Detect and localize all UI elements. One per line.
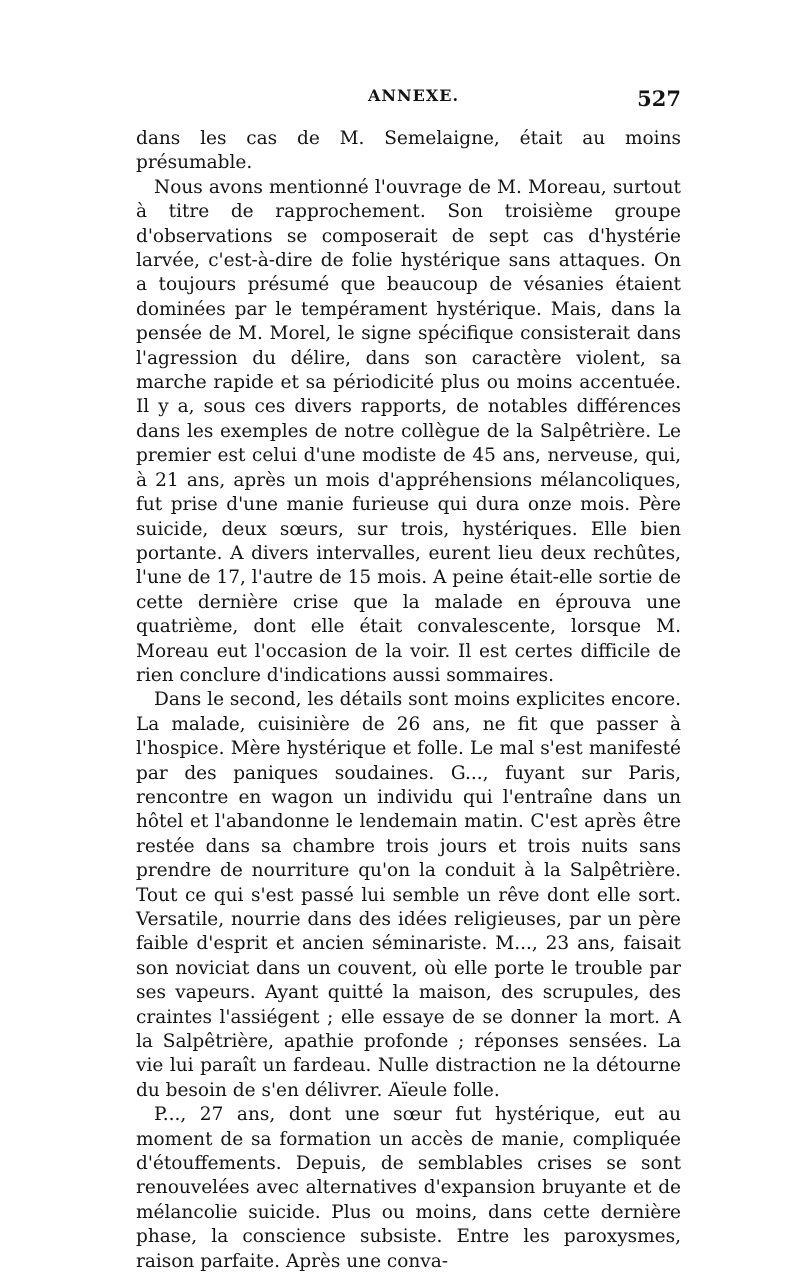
paragraph-continuation: dans les cas de M. Semelaigne, était au moins présumable.: [136, 128, 681, 174]
paragraph-second-case: Dans le second, les détails sont moins explicites encore. La malade, cuisinière de 26 ans, ne fit que passer à l'hospice. Mère hystérique et folle. Le mal s'est manifesté par des paniques soudaines. G..., fuyant sur Paris, rencontre en wagon un individu qui l'entraîne dans un hôtel et l'abandonne le lendemain matin. C'est après être restée dans sa chambre trois jours et trois nuits sans prendre de nourriture qu'on la conduit à la Salpêtrière. Tout ce qui s'est passé lui semble un rêve dont elle sort. Versatile, nourrie dans des idées religieuses, par un père faible d'esprit et ancien séminariste. M..., 23 ans, faisait son noviciat dans un couvent, où elle porte le trouble par ses vapeurs. Ayant quitté la maison, des scrupules, des craintes l'assiégent ; elle essaye de se donner la mort. A la Salpêtrière, apathie profonde ; réponses sensées. La vie lui paraît un fardeau. Nulle distraction ne la détourne du besoin de s'en délivrer. Aïeule folle.: [136, 689, 681, 1101]
running-title: ANNEXE.: [367, 86, 460, 105]
paragraph-moreau-groups: Nous avons mentionné l'ouvrage de M. Moreau, surtout à titre de rapprochement. Son troisième groupe d'observations se composerait de sept cas d'hystérie larvée, c'est-à-dire de folie hystérique sans attaques. On a toujours présumé que beaucoup de vésanies étaient dominées par le tempérament hystérique. Mais, dans la pensée de M. Morel, le signe spécifique consisterait dans l'agression du délire, dans son caractère violent, sa marche rapide et sa périodicité plus ou moins accentuée. Il y a, sous ces divers rapports, de notables différences dans les exemples de notre collègue de la Salpêtrière. Le premier est celui d'une modiste de 45 ans, nerveuse, qui, à 21 ans, après un mois d'appréhensions mélancoliques, fut prise d'une manie furieuse qui dura onze mois. Père suicide, deux sœurs, sur trois, hystériques. Elle bien portante. A divers intervalles, eurent lieu deux rechûtes, l'une de 17, l'autre de 15 mois. A peine était-elle sortie de cette dernière crise que la malade en éprouva une quatrième, dont elle était convalescente, lorsque M. Moreau eut l'occasion de la voir. Il est certes difficile de rien conclure d'indications aussi sommaires.: [136, 176, 681, 686]
running-head: [136, 86, 681, 116]
paragraph-case-p: P..., 27 ans, dont une sœur fut hystérique, eut au moment de sa formation un accès de manie, compliquée d'étouffements. Depuis, de semblables crises se sont renouvelées avec alternatives d'expansion bruyante et de mélancolie suicide. Plus ou moins, dans cette dernière phase, la conscience subsiste. Entre les paroxysmes, raison parfaite. Après une conva-: [136, 1104, 681, 1272]
page-number: 527: [637, 86, 681, 111]
body-text: [136, 127, 681, 1274]
